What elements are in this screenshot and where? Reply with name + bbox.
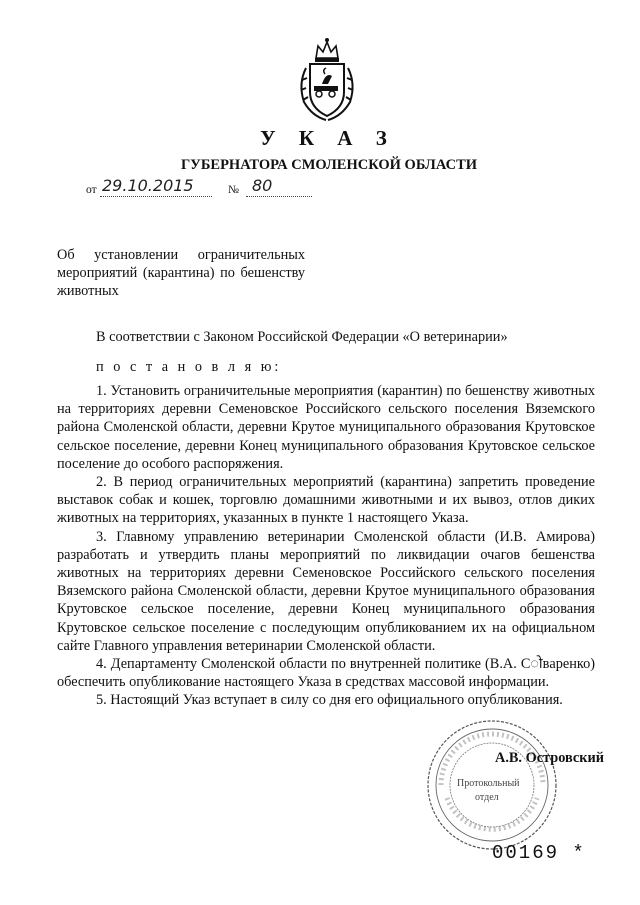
document-subtitle: ГУБЕРНАТОРА СМОЛЕНСКОЙ ОБЛАСТИ <box>180 157 478 173</box>
stamp-text-line-1: Протокольный <box>457 778 520 789</box>
date-handwritten: 29.10.2015 <box>102 176 194 195</box>
date-prefix: от <box>86 184 97 196</box>
paragraph-4: 4. Департаменту Смоленской области по внутренней политике (В.А. Сोвaренко) обеспечить опубликование настоящего Указа в средствах массовой информации. <box>57 656 595 691</box>
decree-word: п о с т а н о в л я ю: <box>96 359 282 375</box>
decree-body <box>57 382 595 710</box>
paragraph-2: 2. В период ограничительных мероприятий (карантина) запретить проведение выставок собак и кошек, торговлю домашними животными и их вывоз, отлов диких животных на территориях, указанных в пункте 1 настоящего Указа. <box>57 474 595 527</box>
dateline <box>86 176 316 202</box>
preamble: В соответствии с Законом Российской Федерации «О ветеринарии» <box>96 329 508 345</box>
document-number: 00169 * <box>492 842 586 864</box>
document-title: У К А З <box>260 126 396 150</box>
coat-of-arms-emblem <box>292 36 362 122</box>
paragraph-5: 5. Настоящий Указ вступает в силу со дня его официального опубликования. <box>96 692 563 709</box>
number-handwritten: 80 <box>252 176 273 195</box>
date-underline <box>100 196 212 197</box>
number-underline <box>246 196 312 197</box>
paragraph-1: 1. Установить ограничительные мероприятия (карантин) по бешенству животных на территориях деревни Семеновское Российского сельского поселения Вяземского района Смоленской области, деревни Крутое муниципального образования Крутовское сельское поселение, деревни Конец муниципального образования Крутовское сельское поселение до особого распоряжения. <box>57 383 595 472</box>
stamp-text-line-2: отдел <box>475 792 499 803</box>
decree-topic: Об установлении ограничительных мероприятий (карантина) по бешенству животных <box>57 247 305 299</box>
number-prefix: № <box>228 184 239 196</box>
signature-name: А.В. Островский <box>495 750 604 766</box>
official-stamp <box>425 718 559 852</box>
paragraph-3: 3. Главному управлению ветеринарии Смоленской области (И.В. Амирова) разработать и утвердить планы мероприятий по ликвидации очагов бешенства животных на территориях деревни Семеновское Российского сельского поселения Вяземского района Смоленской области, деревни Крутое муниципального образования Крутовское сельское поселение, деревни Конец муниципального образования Крутовское сельское поселение с последующим опубликованием их на официальном сайте Главного управления ветеринарии Смоленской области. <box>57 528 595 654</box>
